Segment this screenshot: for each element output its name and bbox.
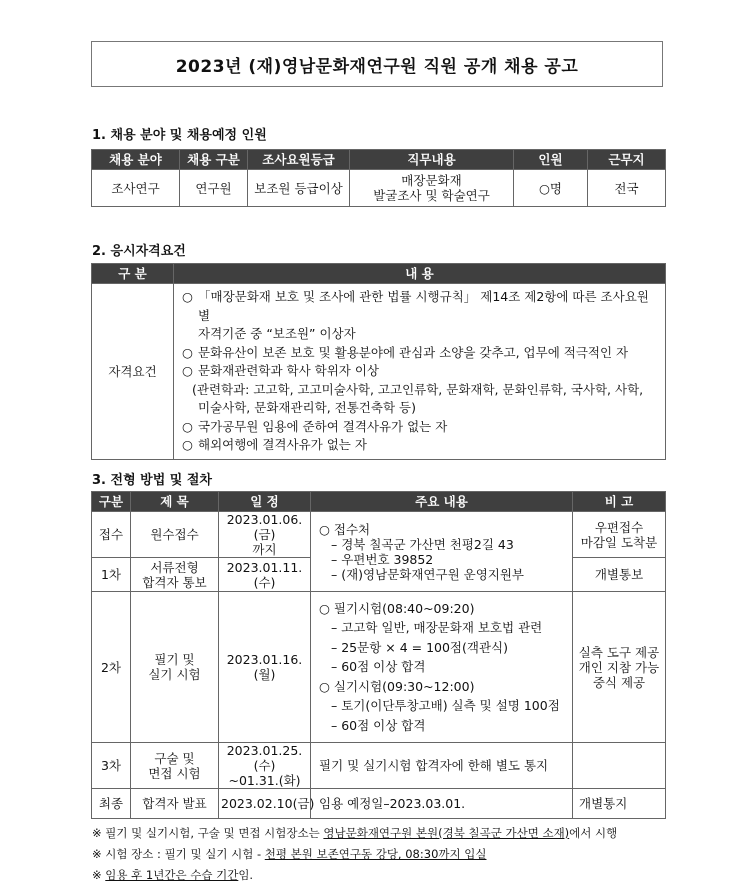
interview-content: 필기 및 실기시험 합격자에 한해 별도 통지 [311,743,573,789]
content-line: ○ 필기시험(08:40~09:20) [319,600,475,616]
req-text: 문화유산이 보존 보호 및 활용분야에 관심과 소양을 갖추고, 업무에 적극적인 자 [198,344,629,360]
stage-2: 2차 [92,592,131,743]
req-text: 미술사학, 문화재관리학, 전통건축학 등) [198,400,416,415]
page-title: 2023년 (재)영남문화재연구원 직원 공개 채용 공고 [175,56,579,77]
date-3 [219,743,311,789]
note-underlined: 영남문화재연구원 본원(경북 칠곡군 가산면 소재) [323,826,570,840]
note-text: 임. [238,868,254,882]
content-line: – 고고학 일반, 매장문화재 보호법 관련 [331,620,543,636]
stage-3: 3차 [92,743,131,789]
title-final: 합격자 발표 [131,789,219,819]
note-3-line [92,867,253,883]
process-table [91,491,666,819]
content-line: ○ 접수처 [319,521,371,537]
bullet: ○ [182,437,193,452]
title-box [91,41,663,87]
bullet: ○ [182,418,193,434]
note-underlined: 임용 후 1년간은 수습 기간 [105,868,239,882]
note-1: 개별통보 [573,558,666,592]
cell-type: 연구원 [180,170,248,207]
note-text: 에서 시행 [569,826,618,840]
req-item [182,381,659,400]
title-line: 면접 시험 [148,765,201,781]
note-text: ※ 시험 장소 : 필기 및 실기 시험 - [92,847,265,861]
note-2 [573,592,666,743]
header-main-content: 주요 내용 [311,492,573,512]
note-final: 개별통지 [573,789,666,819]
date-line: 2023.01.25.(수) [226,743,303,773]
recruitment-table [91,149,666,207]
qualification-list [174,284,666,460]
title-line: 서류전형 [150,559,199,575]
header-remarks: 비 고 [573,492,666,512]
date-receipt [219,512,311,558]
section2-heading: 2. 응시자격요건 [92,244,186,259]
qualification-table [91,263,666,460]
req-item [182,325,659,344]
note-receipt [573,512,666,558]
req-item [182,418,659,437]
header-schedule: 일 정 [219,492,311,512]
note-line: 우편접수 [594,519,644,535]
header-duty: 직무내용 [350,150,514,170]
header-content: 내 용 [174,264,666,284]
note-text: ※ [92,868,106,882]
content-line: – 60점 이상 합격 [331,659,426,675]
section3-heading: 3. 전형 방법 및 절차 [92,473,212,488]
content-line: – 토기(이단투창고배) 실측 및 설명 100점 [331,698,560,714]
bullet: ○ [182,289,193,304]
stage-receipt: 접수 [92,512,131,558]
header-location: 근무지 [588,150,666,170]
content-line: – 경북 칠곡군 가산면 천평2길 43 [331,536,514,552]
content-line: – 25문항 × 4 = 100점(객관식) [331,639,508,655]
note-2-line [92,846,486,862]
note-underlined: 천평 본원 보존연구동 강당, 08:30까지 입실 [264,847,487,861]
date-line: 까지 [252,542,277,557]
section1-heading: 1. 채용 분야 및 채용예정 인원 [92,128,267,143]
duty-line-2: 발굴조사 및 학술연구 [373,188,490,203]
header-stage: 구분 [92,492,131,512]
title-3 [131,743,219,789]
date-line: ~01.31.(화) [228,773,301,788]
note-line: 실측 도구 제공 [578,644,660,660]
req-text: 국가공무원 임용에 준하여 결격사유가 없는 자 [198,418,448,434]
note-1-line [92,825,617,841]
content-line: – 60점 이상 합격 [331,717,426,733]
bullet: ○ [182,363,193,378]
cell-location: 전국 [588,170,666,207]
header-title: 제 목 [131,492,219,512]
req-text: (관련학과: 고고학, 고고미술사학, 고고인류학, 문화재학, 문화인류학, 국사학, 사학, [192,381,644,397]
req-item [182,436,659,455]
bullet: ○ [182,344,193,360]
note-line: 개인 지참 가능 [578,659,660,675]
content-line: ○ 실기시험(09:30~12:00) [319,678,475,694]
duty-line-1: 매장문화재 [401,173,462,188]
header-grade: 조사요원등급 [248,150,350,170]
note-line: 중식 제공 [592,674,646,690]
header-category: 구 분 [92,264,174,284]
qualification-label: 자격요건 [92,284,174,460]
title-line: 필기 및 [154,652,195,667]
title-line: 구술 및 [154,750,195,766]
req-item [182,362,659,381]
cell-duty [350,170,514,207]
req-text: 「매장문화재 보호 및 조사에 관한 법률 시행규칙」 제14조 제2항에 따른 조사요원별 [198,289,649,323]
note-text: ※ 필기 및 실기시험, 구술 및 면접 시험장소는 [92,826,324,840]
header-field: 채용 분야 [92,150,180,170]
receipt-content [311,512,573,592]
content-line: – (재)영남문화재연구원 운영지원부 [331,566,525,582]
note-3 [573,743,666,789]
title-2 [131,592,219,743]
date-line: 2023.01.06.(금) [226,512,303,542]
date-final: 2023.02.10(금) [219,789,311,819]
req-text: 문화재관련학과 학사 학위자 이상 [198,363,379,378]
title-line: 합격자 통보 [142,574,207,590]
title-1 [131,558,219,592]
final-content: 임용 예정일–2023.03.01. [311,789,573,819]
req-item [182,399,659,418]
title-receipt: 원수접수 [131,512,219,558]
exam-content [311,592,573,743]
title-line: 실기 시험 [148,667,201,682]
note-line: 마감일 도착분 [580,534,658,550]
req-item [182,344,659,363]
req-item [182,288,659,325]
date-2: 2023.01.16.(월) [219,592,311,743]
header-count: 인원 [514,150,588,170]
stage-1: 1차 [92,558,131,592]
cell-count: ○명 [514,170,588,207]
date-1: 2023.01.11.(수) [219,558,311,592]
cell-grade: 보조원 등급이상 [248,170,350,207]
stage-final: 최종 [92,789,131,819]
cell-field: 조사연구 [92,170,180,207]
req-text: 해외여행에 결격사유가 없는 자 [198,437,367,452]
content-line: – 우편번호 39852 [331,551,434,567]
header-type: 채용 구분 [180,150,248,170]
req-text: 자격기준 중 “보조원” 이상자 [198,326,356,341]
